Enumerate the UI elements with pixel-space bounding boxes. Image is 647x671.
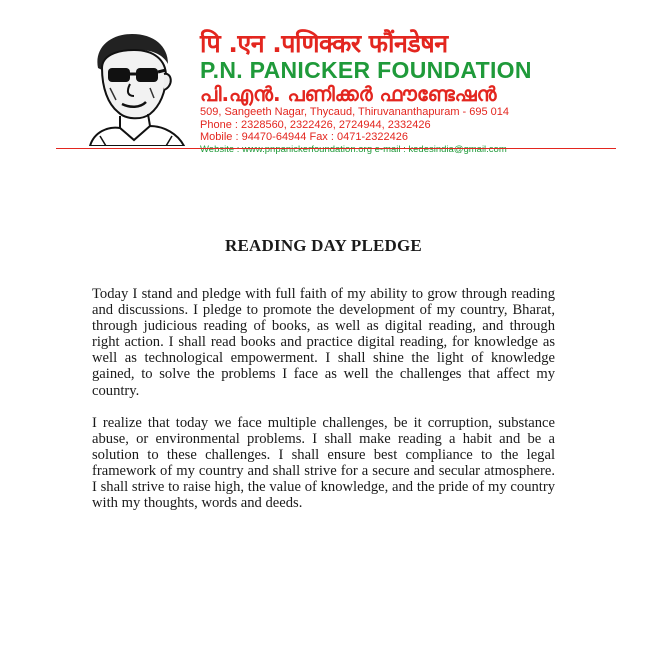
letterhead-text — [200, 30, 640, 156]
pledge-body — [92, 286, 555, 527]
pledge-paragraph-1: Today I stand and pledge with full faith of my ability to grow through reading and discussions. I pledge to promote the development of my country, Bharat, through judicious reading of books, as well as digital reading, and through right action. I shall read books and practice digital reading, for knowledge as well as technological empowerment. I shall shine the light of knowledge gained, to solve the problems I face as well the challenges that affect my country. — [92, 286, 555, 399]
foundation-name-hindi: पि .एन .पणिक्कर फौंनडेषन — [200, 29, 448, 58]
mobile-fax: Mobile : 94470-64944 Fax : 0471-2322426 — [200, 131, 408, 143]
phone-numbers: Phone : 2328560, 2322426, 2724944, 2332426 — [200, 118, 431, 131]
address: 509, Sangeeth Nagar, Thycaud, Thiruvananthapuram - 695 014 — [200, 106, 510, 118]
founder-portrait — [80, 28, 190, 146]
letterhead — [0, 0, 647, 155]
letterhead-divider — [56, 148, 616, 149]
foundation-name-malayalam: പി.എൻ. പണിക്കർ ഫൗണ്ടേഷൻ — [200, 82, 497, 106]
pledge-paragraph-2: I realize that today we face multiple challenges, be it corruption, substance abuse, or environmental problems. I shall make reading a habit and be a solution to these challenges. I shall ensure best compliance to the legal framework of my country and shall strive for a secure and secular atmosphere. I shall strive to raise high, the value of knowledge, and the pride of my country with my thoughts, words and deeds. — [92, 414, 555, 512]
foundation-name-english: P.N. PANICKER FOUNDATION — [200, 57, 532, 83]
page-title: READING DAY PLEDGE — [225, 236, 422, 255]
website-email: Website : www.pnpanickerfoundation.org e-mail : kedesindia@gmail.com — [200, 143, 507, 155]
